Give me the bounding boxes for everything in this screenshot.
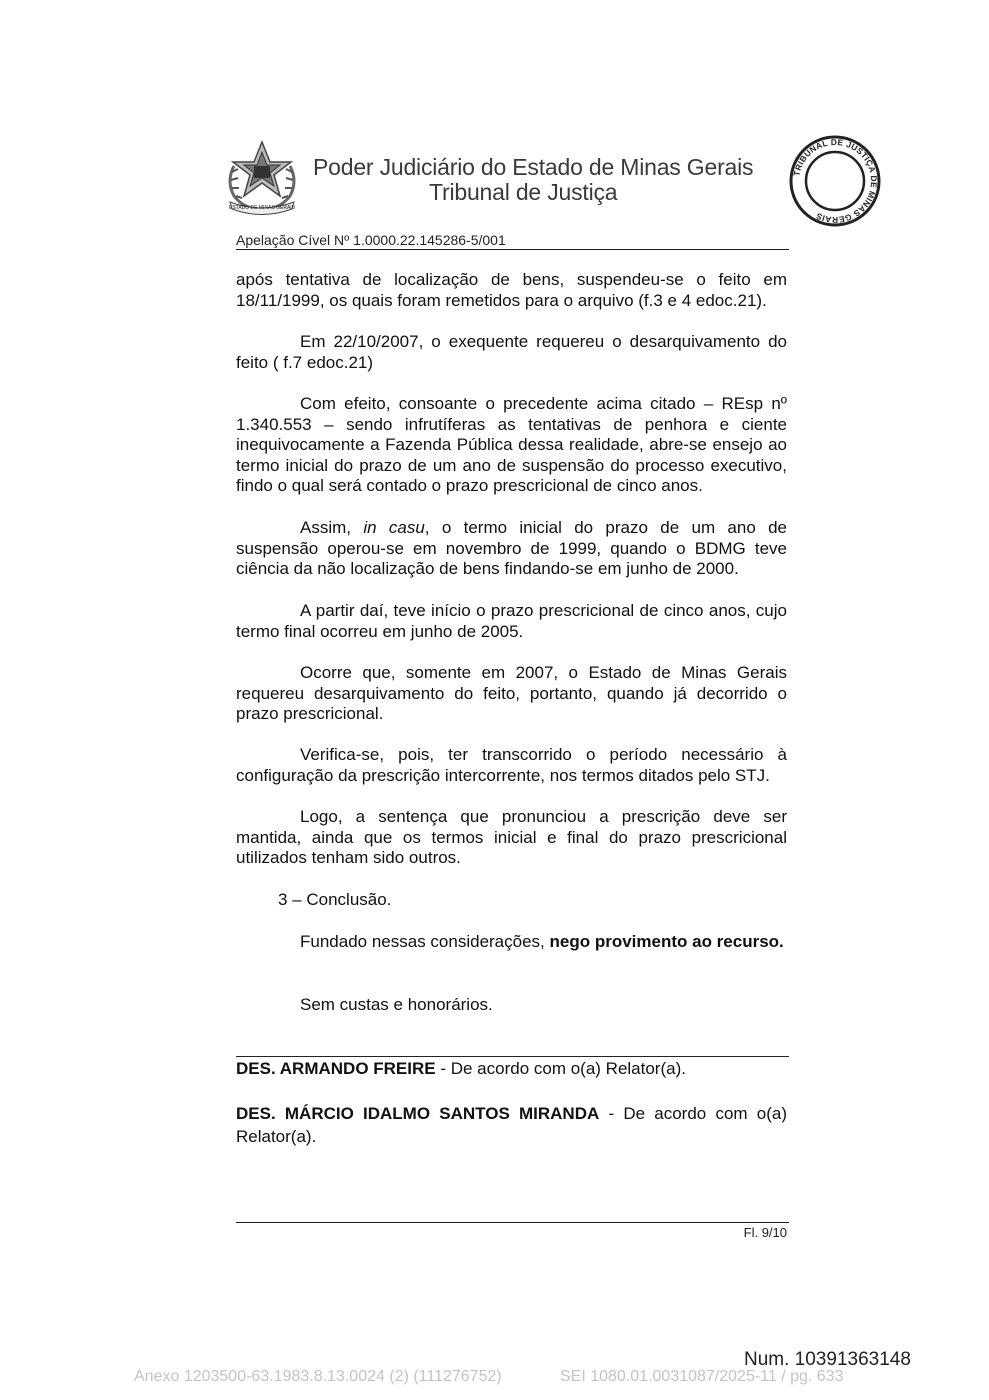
section-heading: 3 – Conclusão. — [278, 890, 392, 909]
sei-reference: SEI 1080.01.0031087/2025-11 / pg. 633 — [560, 1368, 844, 1385]
coat-of-arms-logo — [224, 136, 300, 216]
court-title: Poder Judiciário do Estado de Minas Gerais — [313, 154, 754, 180]
header-divider — [236, 249, 789, 250]
footer-divider — [236, 1222, 789, 1223]
page-number: Fl. 9/10 — [743, 1225, 787, 1240]
body-paragraph: Em 22/10/2007, o exequente requereu o desarquivamento do feito ( f.7 edoc.21) — [236, 332, 787, 372]
body-paragraph: Sem custas e honorários. — [300, 995, 493, 1014]
body-paragraph: Assim, in casu, o termo inicial do prazo de um ano de suspensão operou-se em novembro de 1999, quando o BDMG teve ciência da não localização de bens findando-se em junho de 2000. — [236, 518, 788, 579]
vote-judge-name: DES. MÁRCIO IDALMO SANTOS MIRANDA — [236, 1104, 600, 1123]
court-subtitle: Tribunal de Justiça — [429, 179, 618, 205]
body-paragraph: Ocorre que, somente em 2007, o Estado de Minas Gerais requereu desarquivamento do feito, portanto, quando já decorrido o prazo prescricional. — [236, 663, 787, 724]
vote-judge-name: DES. ARMANDO FREIRE — [236, 1059, 436, 1078]
document-number: Num. 10391363148 — [744, 1349, 911, 1370]
coat-banner-text: ESTADO DE MINAS GERAIS — [228, 205, 296, 211]
body-paragraph: Logo, a sentença que pronunciou a prescrição deve ser mantida, ainda que os termos inicial e final do prazo prescricional utilizados tenham sido outros. — [236, 807, 787, 868]
body-paragraph: após tentativa de localização de bens, suspendeu-se o feito em 18/11/1999, os quais foram remetidos para o arquivo (f.3 e 4 edoc.21). — [236, 270, 787, 310]
body-paragraph: A partir daí, teve início o prazo prescricional de cinco anos, cujo termo final ocorreu em junho de 2005. — [236, 601, 787, 641]
seal-text: TRIBUNAL DE JUSTIÇA DE MINAS GERAIS — [791, 136, 880, 226]
body-paragraph: Com efeito, consoante o precedente acima citado – REsp nº 1.340.553 – sendo infrutíferas as tentativas de penhora e ciente inequivocamente a Fazenda Pública dessa realidade, abre-se ensejo ao termo inicial do prazo de um ano de suspensão do processo executivo, findo o qual será contado o prazo prescricional de cinco anos. — [236, 394, 787, 496]
votes-divider — [236, 1056, 789, 1057]
case-number: Apelação Cível Nº 1.0000.22.145286-5/001 — [236, 232, 506, 248]
vote-entry: DES. ARMANDO FREIRE - De acordo com o(a) Relator(a). — [236, 1059, 686, 1078]
court-seal-stamp — [787, 133, 883, 229]
annex-reference: Anexo 1203500-63.1983.8.13.0024 (2) (111276752) — [134, 1368, 502, 1385]
vote-entry: DES. MÁRCIO IDALMO SANTOS MIRANDA - De acordo com o(a) Relator(a). — [236, 1104, 787, 1146]
body-paragraph: Fundado nessas considerações, nego provimento ao recurso. — [300, 932, 784, 951]
body-paragraph: Verifica-se, pois, ter transcorrido o período necessário à configuração da prescrição intercorrente, nos termos ditados pelo STJ. — [236, 745, 787, 785]
